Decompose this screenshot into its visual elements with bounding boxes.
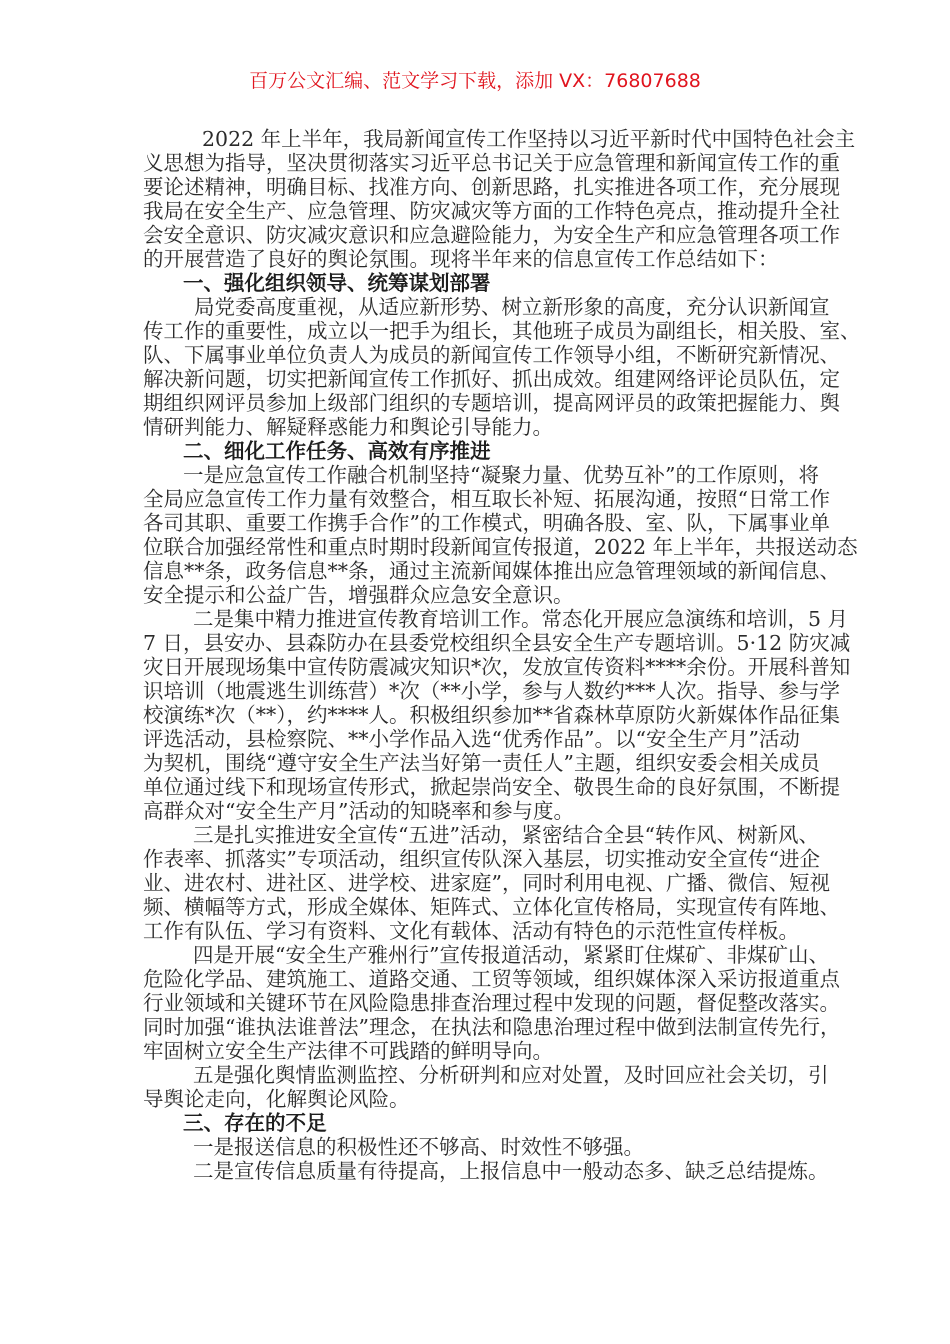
paragraph-line: 各司其职、重要工作携手合作”的工作模式，明确各股、室、队，下属事业单 [143,511,830,535]
paragraph-line: 二是集中精力推进宣传教育培训工作。常态化开展应急演练和培训，5 月 [193,607,849,631]
paragraph-line: 灾日开展现场集中宣传防震减灾知识*次，发放宣传资料****余份。开展科普知 [143,655,851,679]
paragraph-line: 工作有队伍、学习有资料、文化有载体、活动有特色的示范性宣传样板。 [143,919,799,943]
paragraph-line: 业、进农村、进社区、进学校、进家庭”，同时利用电视、广播、微信、短视 [143,871,830,895]
paragraph-line: 7 日，县安办、县森防办在县委党校组织全县安全生产专题培训。5·12 防灾减 [143,631,851,655]
paragraph-line: 二是宣传信息质量有待提高，上报信息中一般动态多、缺乏总结提炼。 [193,1159,829,1183]
paragraph-line: 我局在安全生产、应急管理、防灾减灾等方面的工作特色亮点，推动提升全社 [143,199,840,223]
section-heading: 三、存在的不足 [183,1111,327,1135]
paragraph-line: 频、横幅等方式，形成全媒体、矩阵式、立体化宣传格局，实现宣传有阵地、 [143,895,840,919]
section-heading: 一、强化组织领导、统筹谋划部署 [183,271,491,295]
paragraph-line: 导舆论走向，化解舆论风险。 [143,1087,410,1111]
paragraph-line: 的开展营造了良好的舆论氛围。现将半年来的信息宣传工作总结如下： [143,247,779,271]
paragraph-line: 一是应急宣传工作融合机制坚持“凝聚力量、优势互补”的工作原则，将 [183,463,819,487]
paragraph-line: 单位通过线下和现场宣传形式，掀起崇尚安全、敬畏生命的良好氛围，不断提 [143,775,840,799]
paragraph-line: 安全提示和公益广告，增强群众应急安全意识。 [143,583,574,607]
paragraph-line: 牢固树立安全生产法律不可践踏的鲜明导向。 [143,1039,553,1063]
paragraph-line: 评选活动，县检察院、**小学作品入选“优秀作品”。以“安全生产月”活动 [143,727,800,751]
paragraph-line: 2022 年上半年，我局新闻宣传工作坚持以习近平新时代中国特色社会主 [202,127,856,151]
paragraph-line: 校演练*次（**），约****人。积极组织参加**省森林草原防火新媒体作品征集 [143,703,840,727]
paragraph-line: 位联合加强经常性和重点时期时段新闻宣传报道，2022 年上半年，共报送动态 [143,535,858,559]
paragraph-line: 要论述精神，明确目标、找准方向、创新思路，扎实推进各项工作，充分展现 [143,175,840,199]
paragraph-line: 行业领域和关键环节在风险隐患排查治理过程中发现的问题，督促整改落实。 [143,991,840,1015]
paragraph-line: 队、下属事业单位负责人为成员的新闻宣传工作领导小组，不断研究新情况、 [143,343,840,367]
paragraph-line: 作表率、抓落实”专项活动，组织宣传队深入基层，切实推动安全宣传“进企 [143,847,820,871]
watermark-banner: 百万公文汇编、范文学习下载，添加 VX：76807688 [249,70,701,92]
paragraph-line: 同时加强“谁执法谁普法”理念，在执法和隐患治理过程中做到法制宣传先行， [143,1015,841,1039]
paragraph-line: 三是扎实推进安全宣传“五进”活动，紧密结合全县“转作风、树新风、 [193,823,819,847]
paragraph-line: 情研判能力、解疑释惑能力和舆论引导能力。 [143,415,553,439]
paragraph-line: 危险化学品、建筑施工、道路交通、工贸等领域，组织媒体深入采访报道重点 [143,967,840,991]
paragraph-line: 全局应急宣传工作力量有效整合，相互取长补短、拓展沟通，按照“日常工作 [143,487,830,511]
paragraph-line: 为契机，围绕“遵守安全生产法当好第一责任人”主题，组织安委会相关成员 [143,751,820,775]
paragraph-line: 会安全意识、防灾减灾意识和应急避险能力，为安全生产和应急管理各项工作 [143,223,840,247]
paragraph-line: 义思想为指导，坚决贯彻落实习近平总书记关于应急管理和新闻宣传工作的重 [143,151,840,175]
document-body [143,127,861,1183]
paragraph-line: 信息**条，政务信息**条，通过主流新闻媒体推出应急管理领域的新闻信息、 [143,559,840,583]
paragraph-line: 识培训（地震逃生训练营）*次（**小学，参与人数约***人次。指导、参与学 [143,679,840,703]
paragraph-line: 解决新问题，切实把新闻宣传工作抓好、抓出成效。组建网络评论员队伍，定 [143,367,840,391]
paragraph-line: 局党委高度重视，从适应新形势、树立新形象的高度，充分认识新闻宣 [194,295,830,319]
paragraph-line: 四是开展“安全生产雅州行”宣传报道活动，紧紧盯住煤矿、非煤矿山、 [193,943,829,967]
paragraph-line: 五是强化舆情监测监控、分析研判和应对处置，及时回应社会关切，引 [193,1063,829,1087]
paragraph-line: 高群众对“安全生产月”活动的知晓率和参与度。 [143,799,574,823]
paragraph-line: 一是报送信息的积极性还不够高、时效性不够强。 [193,1135,644,1159]
paragraph-line: 传工作的重要性，成立以一把手为组长，其他班子成员为副组长，相关股、室、 [143,319,861,343]
paragraph-line: 期组织网评员参加上级部门组织的专题培训，提高网评员的政策把握能力、舆 [143,391,840,415]
section-heading: 二、细化工作任务、高效有序推进 [183,439,491,463]
